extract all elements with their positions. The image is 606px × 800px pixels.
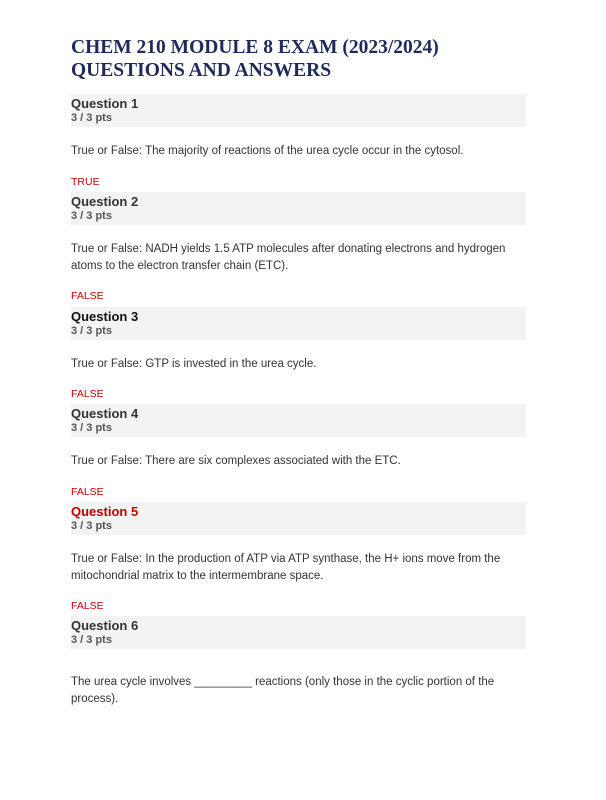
question-4-text: True or False: There are six complexes associated with the ETC. <box>71 455 401 467</box>
question-6-text: The urea cycle involves _________ reactions (only those in the cyclic portion of the process). <box>71 676 495 705</box>
question-5-points: 3 / 3 pts <box>71 520 112 532</box>
question-4-points: 3 / 3 pts <box>71 422 112 434</box>
question-1-header <box>71 94 526 127</box>
question-3-answer: FALSE <box>71 388 104 400</box>
question-5-label: Question 5 <box>71 504 139 519</box>
question-1-answer: TRUE <box>71 176 100 188</box>
question-1-points: 3 / 3 pts <box>71 112 112 124</box>
question-2-answer: FALSE <box>71 290 104 302</box>
exam-title <box>71 36 541 82</box>
question-3-points: 3 / 3 pts <box>71 325 112 337</box>
question-4-answer: FALSE <box>71 486 104 498</box>
question-6-points: 3 / 3 pts <box>71 634 112 646</box>
question-2-points: 3 / 3 pts <box>71 210 112 222</box>
question-2-label: Question 2 <box>71 194 139 209</box>
question-2-header <box>71 192 526 225</box>
question-5-header <box>71 502 526 535</box>
question-6-label: Question 6 <box>71 618 139 633</box>
question-5-answer: FALSE <box>71 600 104 612</box>
question-3-header <box>71 307 526 340</box>
question-5-text: True or False: In the production of ATP via ATP synthase, the H+ ions move from the mitochondrial matrix to the intermembrane space. <box>71 553 501 582</box>
question-3-text: True or False: GTP is invested in the urea cycle. <box>71 358 317 370</box>
question-1-label: Question 1 <box>71 96 139 111</box>
question-1-text: True or False: The majority of reactions of the urea cycle occur in the cytosol. <box>71 145 464 157</box>
exam-title-line-2: QUESTIONS AND ANSWERS <box>71 60 332 81</box>
question-3-label: Question 3 <box>71 309 139 324</box>
question-2-text: True or False: NADH yields 1.5 ATP molecules after donating electrons and hydrogen atoms to the electron transfer chain (ETC). <box>71 243 506 272</box>
question-4-label: Question 4 <box>71 406 139 421</box>
exam-title-line-1: CHEM 210 MODULE 8 EXAM (2023/2024) <box>71 37 439 58</box>
question-4-header <box>71 404 526 437</box>
question-6-header <box>71 616 526 649</box>
